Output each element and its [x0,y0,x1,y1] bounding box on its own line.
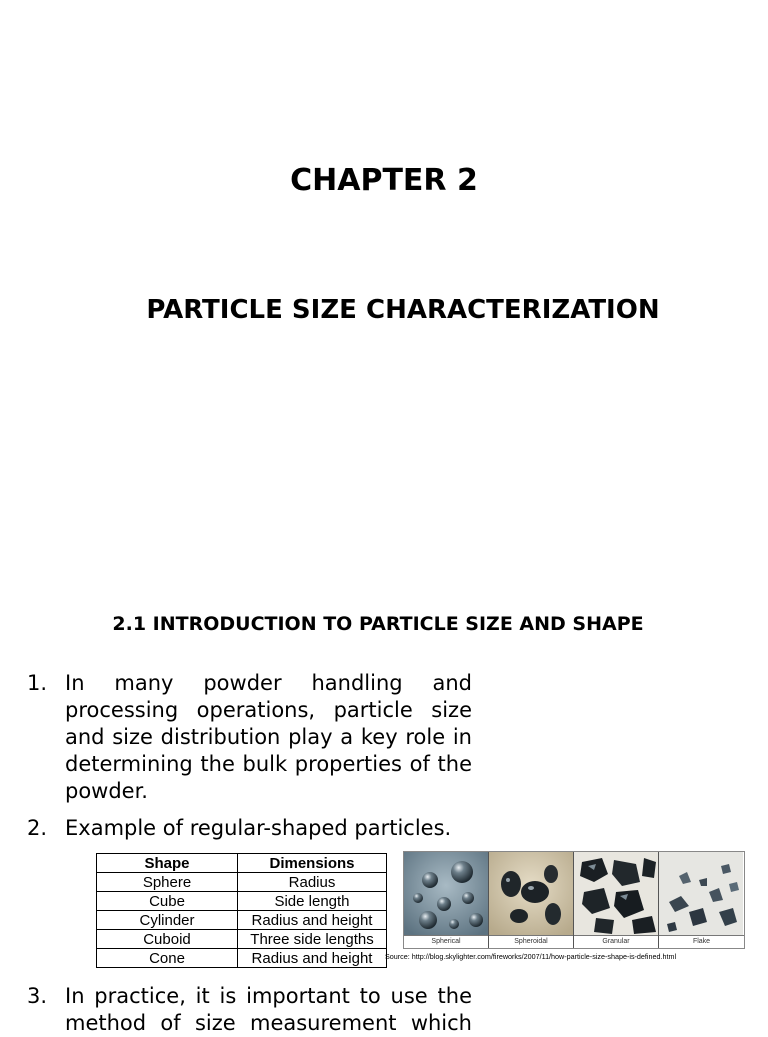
photo-caption: Granular [574,935,658,948]
table-row [97,911,387,930]
photo-granular [574,852,659,948]
list-item-text: Example of regular-shaped particles. [65,816,452,840]
list-item [27,983,472,1037]
table-cell-shape: Cube [97,892,238,911]
list-item [27,815,472,842]
table-cell-shape: Cuboid [97,930,238,949]
table-cell-dimensions: Side length [238,892,387,911]
table-header-shape: Shape [97,854,238,873]
table-row [97,873,387,892]
table-cell-shape: Cylinder [97,911,238,930]
flake-particles-image [659,852,743,936]
section-heading: 2.1 INTRODUCTION TO PARTICLE SIZE AND SHAPE [112,613,644,635]
table-header-dimensions: Dimensions [238,854,387,873]
photo-caption: Spherical [404,935,488,948]
list-item-number: 1. [27,671,48,695]
chapter-title: CHAPTER 2 [290,163,478,198]
table-cell-dimensions: Radius and height [238,911,387,930]
list-item-text: In practice, it is important to use the method of size measurement which [65,984,472,1035]
photo-spherical [404,852,489,948]
table-row [97,892,387,911]
particle-shape-photos [403,851,745,949]
table-cell-dimensions: Radius [238,873,387,892]
table-header-row [97,854,387,873]
table-cell-dimensions: Three side lengths [238,930,387,949]
list-item-text: In many powder handling and processing operations, particle size and size distribution play a key role in determining the bulk properties of the powder. [65,671,472,803]
list-item [27,670,472,805]
granular-particles-image [574,852,658,936]
list-item-number: 3. [27,984,48,1008]
photo-flake [659,852,744,948]
image-source-citation: Source: http://blog.skylighter.com/fireworks/2007/11/how-particle-size-shape-is-defined.html [385,952,677,961]
chapter-subtitle: PARTICLE SIZE CHARACTERIZATION [146,295,660,325]
shape-dimensions-table [96,853,387,968]
photo-caption: Flake [659,935,744,948]
table-row [97,930,387,949]
photo-spheroidal [489,852,574,948]
list-item-number: 2. [27,816,48,840]
photo-caption: Spheroidal [489,935,573,948]
spherical-particles-image [404,852,488,936]
table-row [97,949,387,968]
table-cell-shape: Sphere [97,873,238,892]
spheroidal-particles-image [489,852,573,936]
table-cell-shape: Cone [97,949,238,968]
table-cell-dimensions: Radius and height [238,949,387,968]
